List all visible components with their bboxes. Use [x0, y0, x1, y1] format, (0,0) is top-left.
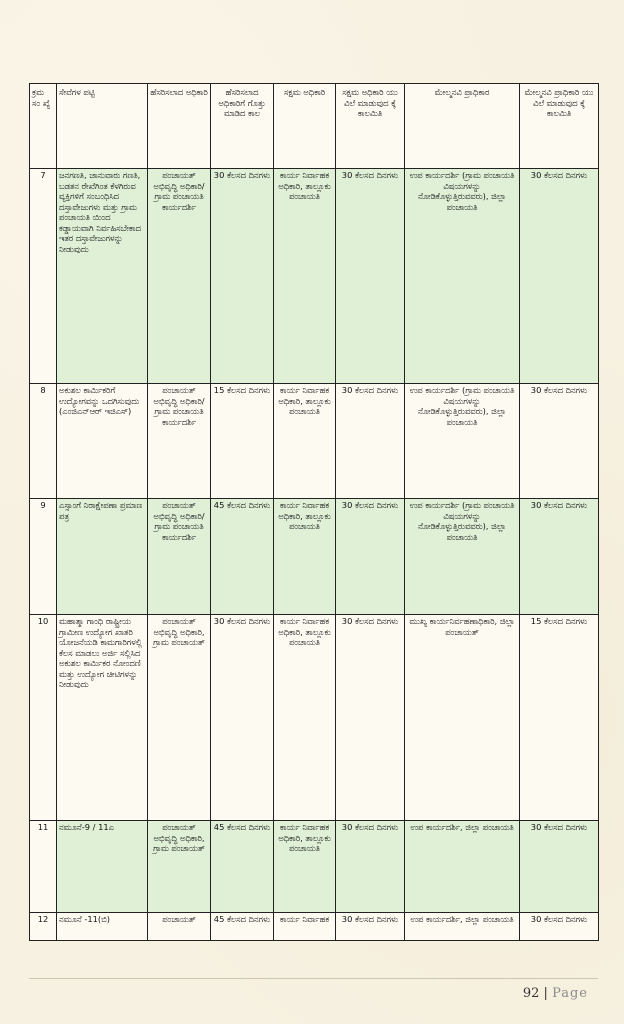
cell-service: ಜನಗಣತಿ, ಜಾನುವಾರು ಗಣತಿ, ಬಡತನ ರೇಖೆಗಿಂತ ಕೆಳಗಿರುವ ವ್ಯಕ್ತಿಗಳಿಗೆ ಸಂಬಂಧಿಸಿದ ದಸ್ತಾವೇಜುಗಳು ಮತ್ತು ಗ್ರಾಮ ಪಂಚಾಯತಿ ಯಿಂದ ಕಡ್ಡಾಯವಾಗಿ ನಿರ್ವಹಿಸಬೇಕಾದ ಇತರ ದಸ್ತಾವೇಜುಗಳನ್ನು ನೀಡುವುದು [57, 169, 148, 384]
cell-officer: ಪಂಚಾಯತ್ ಅಭಿವೃದ್ಧಿ ಅಧಿಕಾರಿ, ಗ್ರಾಮ ಪಂಚಾಯತ್ [148, 615, 211, 821]
cell-appellate-time: 15 ಕೆಲಸದ ದಿನಗಳು [520, 615, 599, 821]
cell-appellate: ಮುಖ್ಯ ಕಾರ್ಯನಿರ್ವಹಣಾಧಿಕಾರಿ, ಜಿಲ್ಲಾ ಪಂಚಾಯತ್ [405, 615, 520, 821]
cell-appellate: ಉಪ ಕಾರ್ಯದರ್ಶಿ, ಜಿಲ್ಲಾ ಪಂಚಾಯತಿ [405, 821, 520, 913]
cell-appellate: ಉಪ ಕಾರ್ಯದರ್ಶಿ (ಗ್ರಾಮ ಪಂಚಾಯತಿ ವಿಷಯಗಳನ್ನು ನೋಡಿಕೊಳ್ಳುತ್ತಿರುವವರು), ಜಿಲ್ಲಾ ಪಂಚಾಯತಿ [405, 169, 520, 384]
page-number-value: 92 [522, 986, 540, 1001]
cell-appellate-time: 30 ಕೆಲಸದ ದಿನಗಳು [520, 913, 599, 941]
table-row [30, 384, 599, 499]
cell-service: ಅಕುಶಲ ಕಾರ್ಮಿಕರಿಗೆ ಉದ್ಯೋಗವನ್ನು ಒದಗಿಸುವುದು (ಎಂಜಿಎನ್‌ಆರ್ ಇಜಿಎಸ್) [57, 384, 148, 499]
table-row [30, 499, 599, 615]
table-row [30, 169, 599, 384]
cell-officer-time: 45 ಕೆಲಸದ ದಿನಗಳು [211, 821, 274, 913]
cell-serial-no: 7 [30, 169, 57, 384]
header-competent-officer: ಸಕ್ಷಮ ಅಧಿಕಾರಿ [274, 84, 336, 169]
cell-serial-no: 10 [30, 615, 57, 821]
cell-competent: ಕಾರ್ಯ ನಿರ್ವಾಹಕ [274, 913, 336, 941]
header-competent-officer-time: ಸಕ್ಷಮ ಅಧಿಕಾರಿ ಯು ವಿಲೆ ಮಾಡುವುದ ಕ್ಕೆ ಕಾಲಮಿತಿ [336, 84, 405, 169]
header-designated-officer: ಹೆಸರಿಸಲಾದ ಅಧಿಕಾರಿ [148, 84, 211, 169]
cell-service: ನಮೂನೆ -11(ಬಿ) [57, 913, 148, 941]
cell-competent-time: 30 ಕೆಲಸದ ದಿನಗಳು [336, 821, 405, 913]
cell-appellate: ಉಪ ಕಾರ್ಯದರ್ಶಿ (ಗ್ರಾಮ ಪಂಚಾಯತಿ ವಿಷಯಗಳನ್ನು ನೋಡಿಕೊಳ್ಳುತ್ತಿರುವವರು), ಜಿಲ್ಲಾ ಪಂಚಾಯತಿ [405, 499, 520, 615]
header-designated-officer-time: ಹೆಸರಿಸಲಾದ ಅಧಿಕಾರಿಗೆ ಗೊತ್ತು ಮಾಡಿದ ಕಾಲ [211, 84, 274, 169]
cell-officer: ಪಂಚಾಯತ್ ಅಭಿವೃದ್ಧಿ ಅಧಿಕಾರಿ, ಗ್ರಾಮ ಪಂಚಾಯತ್ [148, 821, 211, 913]
cell-competent: ಕಾರ್ಯ ನಿರ್ವಾಹಕ ಅಧಿಕಾರಿ, ತಾಲ್ಲೂಕು ಪಂಚಾಯತಿ [274, 499, 336, 615]
page-number [523, 986, 588, 1001]
cell-competent: ಕಾರ್ಯ ನಿರ್ವಾಹಕ ಅಧಿಕಾರಿ, ತಾಲ್ಲೂಕು ಪಂಚಾಯತಿ [274, 384, 336, 499]
cell-service: ನಮೂನೆ-9 / 11ಎ [57, 821, 148, 913]
cell-service: ಮಹಾತ್ಮಾ ಗಾಂಧಿ ರಾಷ್ಟ್ರೀಯ ಗ್ರಾಮೀಣ ಉದ್ಯೋಗ ಖಾತರಿ ಯೋಜನೆಯಡಿ ಕಾಮಗಾರಿಗಳಲ್ಲಿ ಕೆಲಸ ಮಾಡಲು ಅರ್ಜಿ ಸಲ್ಲಿಸಿದ ಅಕುಶಲ ಕಾರ್ಮಿಕರ ನೋಂದಣಿ ಮತ್ತು ಉದ್ಯೋಗ ಚೀಟಿಗಳನ್ನು ನೀಡುವುದು [57, 615, 148, 821]
page-number-label: Page [552, 986, 588, 1001]
cell-competent: ಕಾರ್ಯ ನಿರ್ವಾಹಕ ಅಧಿಕಾರಿ, ತಾಲ್ಲೂಕು ಪಂಚಾಯತಿ [274, 169, 336, 384]
header-appellate-authority-time: ಮೇಲ್ಮನವಿ ಪ್ರಾಧಿಕಾರಿ ಯು ವಿಲೆ ಮಾಡುವುದ ಕ್ಕೆ ಕಾಲಮಿತಿ [520, 84, 599, 169]
page-number-separator: | [543, 986, 548, 1001]
services-table [29, 83, 599, 941]
cell-competent-time: 30 ಕೆಲಸದ ದಿನಗಳು [336, 913, 405, 941]
table-row [30, 615, 599, 821]
table-header-row [30, 84, 599, 169]
header-appellate-authority: ಮೇಲ್ಮನವಿ ಪ್ರಾಧಿಕಾರ [405, 84, 520, 169]
cell-serial-no: 12 [30, 913, 57, 941]
cell-appellate-time: 30 ಕೆಲಸದ ದಿನಗಳು [520, 169, 599, 384]
cell-competent-time: 30 ಕೆಲಸದ ದಿನಗಳು [336, 169, 405, 384]
cell-officer-time: 15 ಕೆಲಸದ ದಿನಗಳು [211, 384, 274, 499]
footer-divider [29, 978, 598, 979]
cell-officer: ಪಂಚಾಯತ್ ಅಭಿವೃದ್ಧಿ ಅಧಿಕಾರಿ/ ಗ್ರಾಮ ಪಂಚಾಯತಿ ಕಾರ್ಯದರ್ಶಿ [148, 499, 211, 615]
header-serial-no: ಕ್ರಮ ಸಂ ಖ್ಯೆ [30, 84, 57, 169]
cell-competent-time: 30 ಕೆಲಸದ ದಿನಗಳು [336, 499, 405, 615]
cell-serial-no: 11 [30, 821, 57, 913]
cell-appellate-time: 30 ಕೆಲಸದ ದಿನಗಳು [520, 499, 599, 615]
cell-appellate: ಉಪ ಕಾರ್ಯದರ್ಶಿ (ಗ್ರಾಮ ಪಂಚಾಯತಿ ವಿಷಯಗಳನ್ನು ನೋಡಿಕೊಳ್ಳುತ್ತಿರುವವರು), ಜಿಲ್ಲಾ ಪಂಚಾಯತಿ [405, 384, 520, 499]
header-services-list: ಸೇವೆಗಳ ಪಟ್ಟಿ [57, 84, 148, 169]
cell-competent-time: 30 ಕೆಲಸದ ದಿನಗಳು [336, 615, 405, 821]
cell-appellate: ಉಪ ಕಾರ್ಯದರ್ಶಿ, ಜಿಲ್ಲಾ ಪಂಚಾಯತಿ [405, 913, 520, 941]
cell-appellate-time: 30 ಕೆಲಸದ ದಿನಗಳು [520, 384, 599, 499]
cell-competent: ಕಾರ್ಯ ನಿರ್ವಾಹಕ ಅಧಿಕಾರಿ, ತಾಲ್ಲೂಕು ಪಂಚಾಯತಿ [274, 615, 336, 821]
cell-officer: ಪಂಚಾಯತ್ ಅಭಿವೃದ್ಧಿ ಅಧಿಕಾರಿ/ ಗ್ರಾಮ ಪಂಚಾಯತಿ ಕಾರ್ಯದರ್ಶಿ [148, 169, 211, 384]
table-row [30, 821, 599, 913]
cell-serial-no: 8 [30, 384, 57, 499]
cell-officer: ಪಂಚಾಯತ್ ಅಭಿವೃದ್ಧಿ ಅಧಿಕಾರಿ/ ಗ್ರಾಮ ಪಂಚಾಯತಿ ಕಾರ್ಯದರ್ಶಿ [148, 384, 211, 499]
cell-officer-time: 45 ಕೆಲಸದ ದಿನಗಳು [211, 499, 274, 615]
cell-appellate-time: 30 ಕೆಲಸದ ದಿನಗಳು [520, 821, 599, 913]
cell-officer-time: 30 ಕೆಲಸದ ದಿನಗಳು [211, 615, 274, 821]
cell-competent: ಕಾರ್ಯ ನಿರ್ವಾಹಕ ಅಧಿಕಾರಿ, ತಾಲ್ಲೂಕು ಪಂಚಾಯತಿ [274, 821, 336, 913]
cell-officer-time: 30 ಕೆಲಸದ ದಿನಗಳು [211, 169, 274, 384]
cell-officer-time: 45 ಕೆಲಸದ ದಿನಗಳು [211, 913, 274, 941]
cell-competent-time: 30 ಕೆಲಸದ ದಿನಗಳು [336, 384, 405, 499]
cell-service: ಎಸ್ಸಾಂಗೆ ನಿರಾಕ್ಷೇಪಣಾ ಪ್ರಮಾಣ ಪತ್ರ [57, 499, 148, 615]
cell-officer: ಪಂಚಾಯತ್ [148, 913, 211, 941]
table-row [30, 913, 599, 941]
cell-serial-no: 9 [30, 499, 57, 615]
